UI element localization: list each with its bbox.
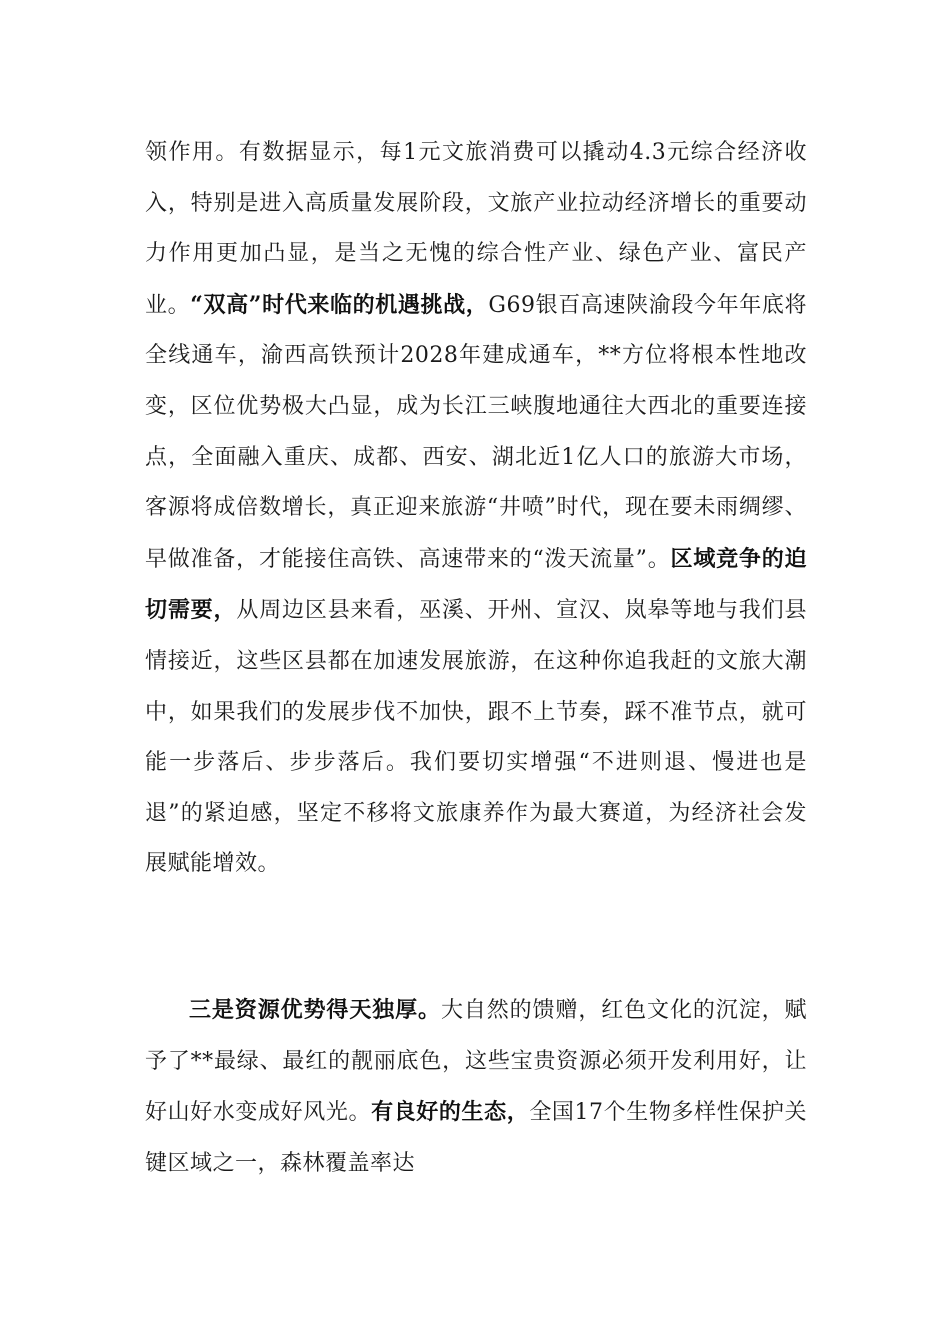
paragraph-text: 全国17个生物多样性保护关键区域之一，森林覆盖率达 (145, 1100, 807, 1176)
paragraph-text: 领作用。有数据显示，每1元文旅消费可以撬动4.3元综合经济收入，特别是进入高质量发展阶段，文旅产业拉动经济增长的重要动力作用更加凸显，是当之无愧的综合性产业、绿色产业、富民产业。 (145, 140, 807, 318)
bold-lead-phrase: “双高”时代来临的机遇挑战， (190, 291, 489, 318)
bold-lead-phrase: 有良好的生态， (371, 1099, 530, 1126)
paragraph-text: G69银百高速陕渝段今年年底将全线通车，渝西高铁预计2028年建成通车，**方位将根本性地改变，区位优势极大凸显，成为长江三峡腹地通往大西北的重要连接点，全面融入重庆、成都、西安、湖北近1亿人口的旅游大市场，客源将成倍数增长，真正迎来旅游“井喷”时代，现在要未雨绸缪、早做准备，才能接住高铁、高速带来的“泼天流量”。 (145, 292, 807, 572)
bold-lead-phrase: 区域竞争的迫切需要， (145, 545, 807, 624)
body-paragraph (145, 128, 807, 890)
paragraph-text: 大自然的馈赠，红色文化的沉淀，赋予了**最绿、最红的靓丽底色，这些宝贵资源必须开发利用好，让好山好水变成好风光。 (145, 998, 807, 1126)
body-paragraph (145, 985, 807, 1189)
paragraph-text: 从周边区县来看，巫溪、开州、宣汉、岚皋等地与我们县情接近，这些区县都在加速发展旅游，在这种你追我赶的文旅大潮中，如果我们的发展步伐不加快，跟不上节奏，踩不准节点，就可能一步落后、步步落后。我们要切实增强“不进则退、慢进也是退”的紧迫感，坚定不移将文旅康养作为最大赛道，为经济社会发展赋能增效。 (145, 598, 807, 877)
section-heading-phrase: 三是资源优势得天独厚。 (189, 997, 441, 1023)
